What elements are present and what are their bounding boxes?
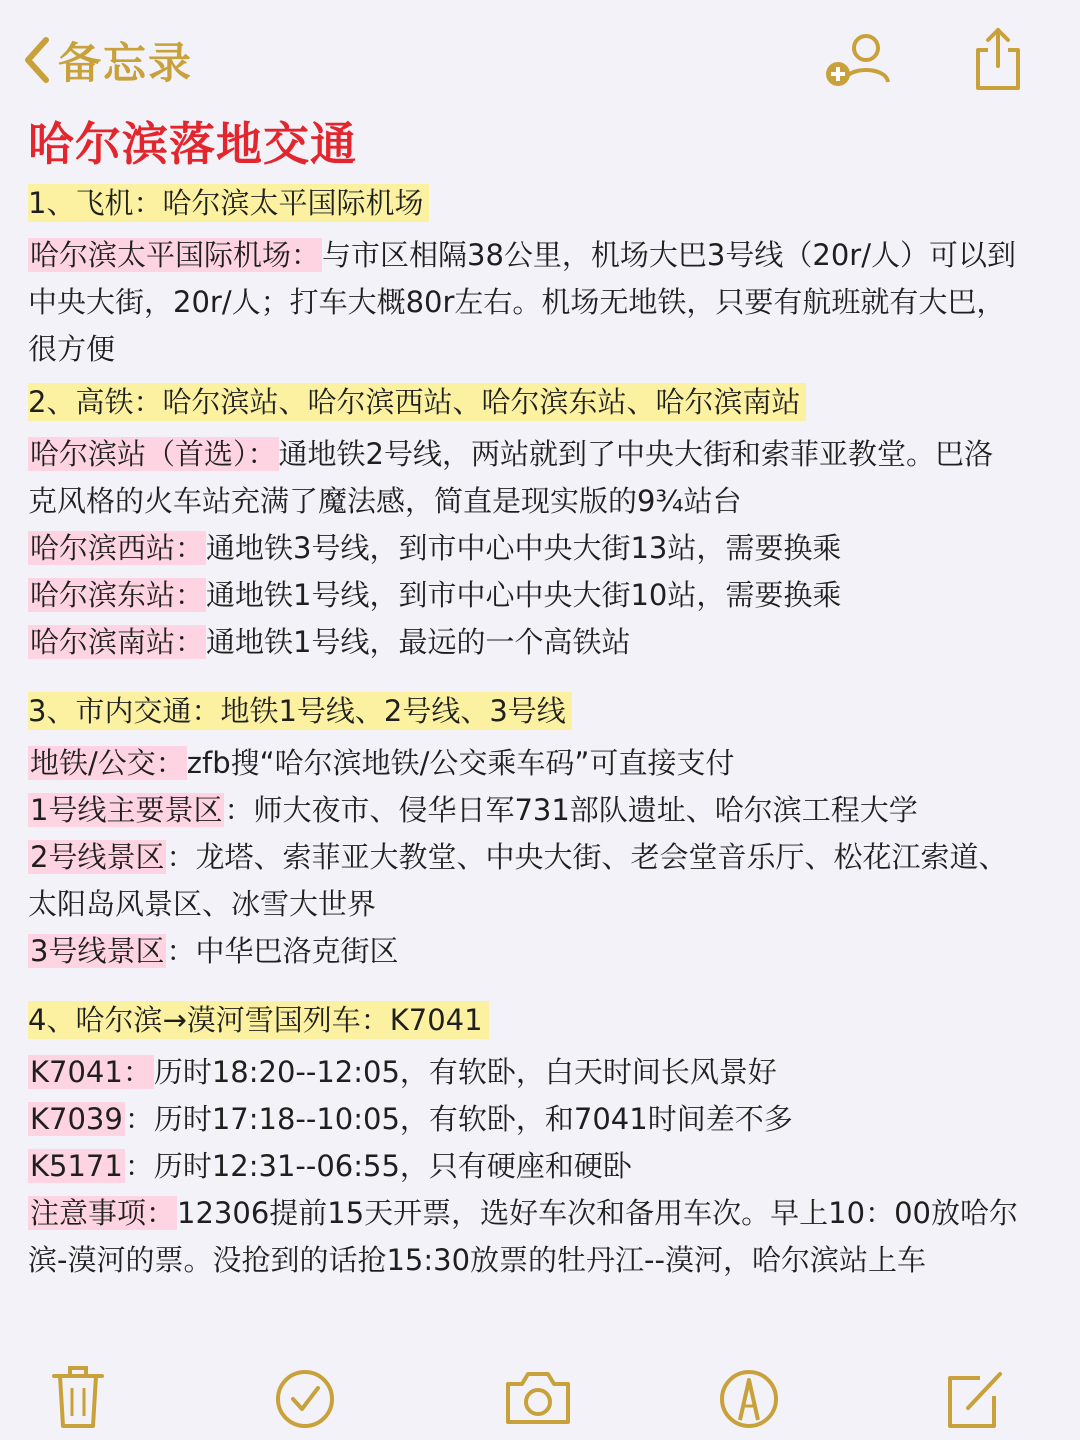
text-line: 与市区相隔38公里，机场大巴3号线（20r/人）可以到 <box>322 238 1016 272</box>
text-line: ：师大夜市、侵华日军731部队遗址、哈尔滨工程大学 <box>224 793 918 827</box>
highlight-label: 3号线景区 <box>30 934 165 968</box>
text-line: 通地铁1号线，到市中心中央大街10站，需要换乘 <box>206 578 842 612</box>
text-line: 通地铁3号线，到市中心中央大街13站，需要换乘 <box>206 531 842 565</box>
bottom-toolbar <box>0 1362 1080 1440</box>
highlight-label: 哈尔滨太平国际机场： <box>30 238 321 272</box>
text-line: 通地铁2号线，两站就到了中央大街和索菲亚教堂。巴洛 <box>278 437 993 471</box>
chevron-left-icon <box>22 34 52 86</box>
highlight-label: 哈尔滨站（首选）： <box>30 437 277 471</box>
note-body[interactable] <box>28 180 1058 1290</box>
note-paragraph <box>28 740 1058 975</box>
text-line: ：龙塔、索菲亚大教堂、中央大街、老会堂音乐厅、松花江索道、 <box>166 840 1008 874</box>
section-heading: 3、市内交通：地铁1号线、2号线、3号线 <box>28 692 572 730</box>
section-heading: 2、高铁：哈尔滨站、哈尔滨西站、哈尔滨东站、哈尔滨南站 <box>28 383 806 421</box>
text-line: ：历时12:31--06:55，只有硬座和硬卧 <box>124 1149 632 1183</box>
note-title: 哈尔滨落地交通 <box>28 117 357 171</box>
share-icon[interactable] <box>970 26 1026 96</box>
highlight-label: 1号线主要景区 <box>30 793 223 827</box>
highlight-label: 注意事项： <box>30 1196 176 1230</box>
share-collaborate-icon[interactable] <box>822 26 898 96</box>
text-line: 通地铁1号线，最远的一个高铁站 <box>206 625 631 659</box>
note-paragraph <box>28 431 1058 666</box>
text-line: 太阳岛风景区、冰雪大世界 <box>28 887 377 921</box>
section-heading: 4、哈尔滨→漠河雪国列车：K7041 <box>28 1001 489 1039</box>
note-paragraph <box>28 1049 1058 1284</box>
trash-icon[interactable] <box>50 1362 106 1436</box>
highlight-label: 哈尔滨南站： <box>30 625 205 659</box>
highlight-label: K7041： <box>30 1055 152 1089</box>
note-paragraph <box>28 232 1058 373</box>
text-line: 中央大街，20r/人；打车大概80r左右。机场无地铁，只要有航班就有大巴， <box>28 285 1006 319</box>
checklist-icon[interactable] <box>274 1362 336 1436</box>
text-line: 滨-漠河的票。没抢到的话抢15:30放票的牡丹江--漠河，哈尔滨站上车 <box>28 1243 926 1277</box>
highlight-label: K5171 <box>30 1149 123 1183</box>
text-line: zfb搜“哈尔滨地铁/公交乘车码”可直接支付 <box>186 746 735 780</box>
text-line: 历时18:20--12:05，有软卧，白天时间长风景好 <box>153 1055 777 1089</box>
highlight-label: 2号线景区 <box>30 840 165 874</box>
back-label: 备忘录 <box>58 38 193 89</box>
text-line: 克风格的火车站充满了魔法感，简直是现实版的9¾站台 <box>28 484 742 518</box>
markup-icon[interactable] <box>718 1362 780 1436</box>
text-line: ：中华巴洛克街区 <box>166 934 399 968</box>
text-line: ：历时17:18--10:05，有软卧，和7041时间差不多 <box>124 1102 793 1136</box>
camera-icon[interactable] <box>502 1362 574 1436</box>
navigation-bar <box>0 26 1080 96</box>
text-line: 12306提前15天开票，选好车次和备用车次。早上10：00放哈尔 <box>177 1196 1018 1230</box>
compose-icon[interactable] <box>944 1362 1006 1436</box>
highlight-label: K7039 <box>30 1102 123 1136</box>
text-line: 很方便 <box>28 332 116 366</box>
section-heading: 1、飞机：哈尔滨太平国际机场 <box>28 184 429 222</box>
highlight-label: 哈尔滨西站： <box>30 531 205 565</box>
back-button[interactable] <box>22 30 193 90</box>
highlight-label: 哈尔滨东站： <box>30 578 205 612</box>
highlight-label: 地铁/公交： <box>30 746 185 780</box>
